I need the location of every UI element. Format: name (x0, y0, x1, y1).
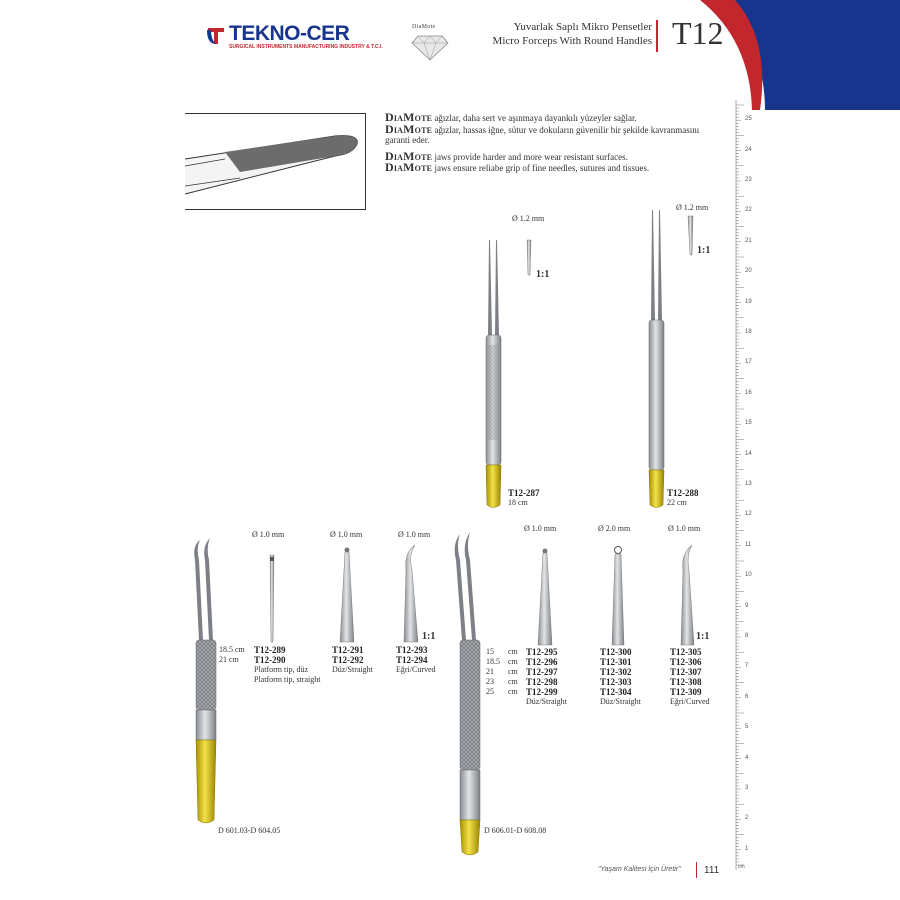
tip-diameter: Ø 1.0 mm (252, 530, 285, 539)
item-code: T12-298 (526, 677, 558, 687)
ruler-number: 17 (745, 359, 752, 366)
length-unit: cm (508, 677, 518, 686)
item-code: T12-289 (254, 645, 286, 655)
item-code: T12-306 (670, 657, 702, 667)
ruler-number: 7 (745, 663, 749, 670)
ruler-number: 2 (745, 815, 749, 822)
item-t12-287 (508, 488, 540, 508)
intro-line-3: jaws provide harder and more wear resistant surfaces. (434, 151, 628, 162)
ruler-number: 8 (745, 633, 749, 639)
item-code: T12-301 (600, 657, 632, 667)
scale-label: 1:1 (422, 631, 436, 642)
ruler-number: 24 (745, 146, 752, 153)
item-length: 18 cm (508, 498, 528, 507)
item-code: T12-305 (670, 647, 702, 657)
item-code: T12-303 (600, 677, 632, 687)
tip-diameter: Ø 1.0 mm (330, 530, 363, 539)
item-code: T12-300 (600, 647, 632, 657)
length-value: 23 (486, 677, 494, 686)
item-code: T12-295 (526, 647, 558, 657)
tip-diameter: Ø 2.0 mm (598, 524, 631, 533)
item-code: T12-299 (526, 687, 558, 697)
variant-desc: Düz/Straight (526, 697, 567, 706)
variant-desc: Platform tip, düz (254, 665, 308, 674)
tip-detail-curved-2 (681, 545, 694, 645)
ruler-number: 14 (745, 450, 752, 457)
tip-detail-platform (270, 555, 274, 642)
title-en: Micro Forceps With Round Handles (492, 35, 652, 47)
length-value: 25 (486, 687, 494, 696)
item-code: T12-288 (667, 488, 699, 498)
item-t12-288 (667, 488, 699, 508)
forceps-t12-288 (649, 210, 664, 508)
ruler-number: 12 (745, 511, 752, 518)
scale-label: 1:1 (536, 269, 550, 280)
length-unit: cm (508, 657, 518, 666)
tip-diameter: Ø 1.0 mm (398, 530, 431, 539)
section-code: T12 (672, 15, 724, 51)
item-code: T12-302 (600, 667, 632, 677)
item-code: T12-308 (670, 677, 702, 687)
ruler-number: 18 (745, 329, 752, 335)
diamote-word: DiaMote (385, 110, 433, 124)
variant-curved-1mm (670, 647, 710, 707)
group-left-ref: D 601.03-D 604.05 (218, 826, 281, 835)
variant-curved (396, 645, 436, 675)
variant-straight-1mm (526, 647, 567, 707)
scale-label: 1:1 (696, 631, 710, 642)
ruler-number: 13 (745, 481, 752, 487)
page-number: 111 (704, 865, 720, 876)
variant-desc: Platform tip, straight (254, 675, 321, 684)
variant-desc: Düz/Straight (332, 665, 373, 674)
item-length: 22 cm (667, 498, 687, 507)
ruler-number: 15 (745, 420, 752, 427)
intro-line-4: jaws ensure reliabe grip of fine needles, sutures and tissues. (434, 163, 650, 173)
length-value: 18.5 cm (219, 645, 245, 654)
ruler-number: 20 (745, 268, 752, 275)
item-code: T12-297 (526, 667, 558, 677)
title-tr: Yuvarlak Saplı Mikro Pensetler (513, 21, 652, 33)
brand-name: TEKNO-CER (229, 22, 350, 45)
length-unit: cm (508, 647, 518, 656)
variant-straight (332, 645, 373, 675)
tip-diameter: Ø 1.0 mm (668, 524, 701, 533)
forceps-t12-287 (486, 240, 501, 508)
length-unit-list (508, 647, 518, 697)
item-code: T12-294 (396, 655, 428, 665)
diamote-word: DiaMote (385, 160, 433, 174)
tip-detail-straight-2 (538, 549, 552, 646)
group-right-ref: D 606.01-D 608.08 (484, 826, 547, 835)
forceps-d606-d608 (455, 532, 480, 855)
item-code: T12-290 (254, 655, 286, 665)
item-code: T12-292 (332, 655, 364, 665)
tip-diameter-t12-288: Ø 1.2 mm (676, 203, 709, 212)
ruler-number: 25 (745, 116, 752, 123)
ruler-number: 22 (745, 207, 752, 214)
intro-line-2: ağızlar, hassas iğne, sütur ve dokuların güvenilir bir şekilde kavranmasını garanti eder. (385, 124, 700, 145)
length-value: 15 (486, 647, 494, 656)
ruler-number: 21 (745, 237, 752, 244)
length-value: 18.5 (486, 657, 500, 666)
item-code: T12-293 (396, 645, 428, 655)
ruler-number: 23 (745, 177, 752, 183)
ruler-number: 4 (745, 754, 749, 761)
ruler-number: 11 (745, 541, 752, 548)
tip-detail-t12-288 (688, 216, 693, 255)
length-unit: cm (508, 667, 518, 676)
footer-divider (696, 862, 697, 878)
ruler-number: 19 (745, 298, 752, 305)
length-list (219, 645, 245, 665)
ruler-number: 3 (745, 785, 749, 791)
tip-diameter-t12-287: Ø 1.2 mm (512, 214, 545, 223)
ruler-number: 6 (745, 693, 749, 700)
footer-slogan: "Yaşam Kalitesi İçin Üretir" (598, 866, 681, 873)
intro-line-1: ağızlar, daha sert ve aşınmaya dayankılı yüzeyler sağlar. (434, 113, 637, 123)
tip-detail-t12-287 (527, 240, 531, 275)
length-list (486, 647, 500, 697)
item-code: T12-307 (670, 667, 702, 677)
tip-detail-straight-3 (612, 547, 624, 646)
length-value: 21 cm (219, 655, 239, 664)
variant-platform (254, 645, 320, 685)
item-code: T12-309 (670, 687, 702, 697)
item-code: T12-296 (526, 657, 558, 667)
ruler-number: 9 (745, 602, 749, 609)
ruler-number: 1 (745, 845, 749, 852)
item-code: T12-291 (332, 645, 364, 655)
item-code: T12-287 (508, 488, 540, 498)
variant-straight-2mm (600, 647, 641, 707)
variant-desc: Eğri/Curved (670, 697, 710, 706)
tip-detail-curved-1 (404, 545, 418, 642)
ruler-number: 5 (745, 724, 749, 731)
ruler-number: 10 (745, 572, 752, 579)
tip-diameter: Ø 1.0 mm (524, 524, 557, 533)
ruler-number: 16 (745, 389, 752, 396)
length-unit: cm (508, 687, 518, 696)
diamote-logo-label: DiaMote (412, 24, 436, 30)
length-value: 21 (486, 667, 494, 676)
diamote-word: DiaMote (385, 148, 433, 163)
variant-desc: Eğri/Curved (396, 665, 436, 674)
variant-desc: Düz/Straight (600, 697, 641, 706)
diamote-word: DiaMote (385, 121, 433, 136)
forceps-d601-d604 (194, 538, 216, 823)
tip-detail-straight-1 (340, 548, 354, 643)
ruler-unit: cm (738, 864, 745, 870)
scale-label: 1:1 (697, 245, 711, 256)
item-code: T12-304 (600, 687, 632, 697)
brand-tagline: SURGICAL INSTRUMENTS MANUFACTURING INDUSTRY & T.C.I. (229, 44, 383, 50)
